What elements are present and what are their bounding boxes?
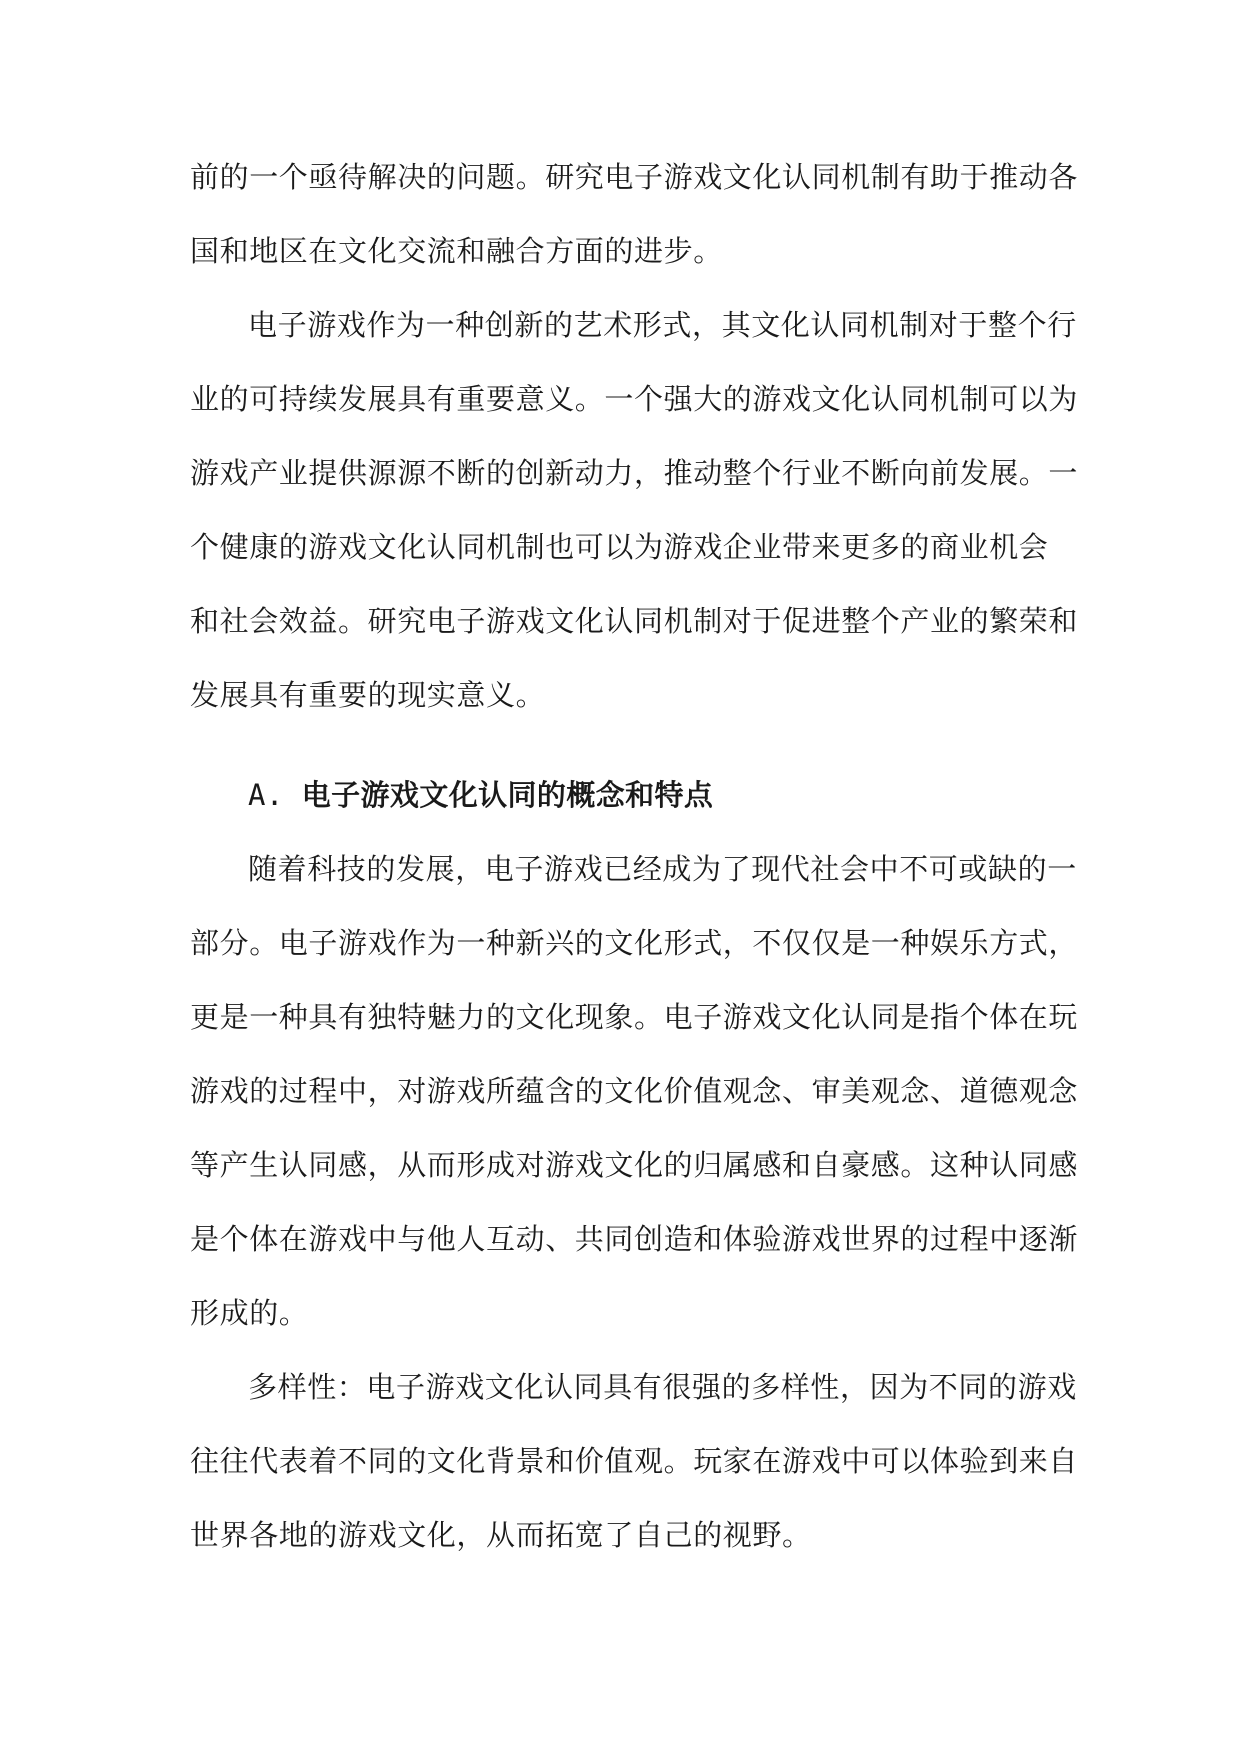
text-line: 国和地区在文化交流和融合方面的进步。 xyxy=(190,234,723,268)
text-line: 形成的。 xyxy=(190,1296,309,1330)
text-line: 游戏产业提供源源不断的创新动力，推动整个行业不断向前发展。一 xyxy=(190,456,1079,490)
text-line: 部分。电子游戏作为一种新兴的文化形式，不仅仅是一种娱乐方式， xyxy=(190,926,1079,960)
text-line: 更是一种具有独特魅力的文化现象。电子游戏文化认同是指个体在玩 xyxy=(190,1000,1079,1034)
text-line: 电子游戏作为一种创新的艺术形式，其文化认同机制对于整个行 xyxy=(248,308,1077,342)
paragraph-3 xyxy=(190,832,1079,1350)
paragraph-1 xyxy=(190,140,1079,288)
paragraph-2 xyxy=(190,288,1079,732)
text-line: 等产生认同感，从而形成对游戏文化的归属感和自豪感。这种认同感 xyxy=(190,1148,1079,1182)
text-line: 多样性：电子游戏文化认同具有很强的多样性，因为不同的游戏 xyxy=(248,1370,1077,1404)
section-spacer xyxy=(190,732,1060,758)
text-line: 随着科技的发展，电子游戏已经成为了现代社会中不可或缺的一 xyxy=(248,852,1077,886)
text-line: 和社会效益。研究电子游戏文化认同机制对于促进整个产业的繁荣和 xyxy=(190,604,1079,638)
text-line: 业的可持续发展具有重要意义。一个强大的游戏文化认同机制可以为 xyxy=(190,382,1079,416)
section-title: 电子游戏文化认同的概念和特点 xyxy=(301,778,714,812)
text-line: 是个体在游戏中与他人互动、共同创造和体验游戏世界的过程中逐渐 xyxy=(190,1222,1079,1256)
section-heading xyxy=(190,758,1060,832)
text-line: 往往代表着不同的文化背景和价值观。玩家在游戏中可以体验到来自 xyxy=(190,1444,1079,1478)
paragraph-4 xyxy=(190,1350,1079,1572)
text-line: 前的一个亟待解决的问题。研究电子游戏文化认同机制有助于推动各 xyxy=(190,160,1079,194)
text-line: 游戏的过程中，对游戏所蕴含的文化价值观念、审美观念、道德观念 xyxy=(190,1074,1079,1108)
text-line: 世界各地的游戏文化，从而拓宽了自己的视野。 xyxy=(190,1518,812,1552)
section-label: A. xyxy=(248,778,284,812)
text-line: 发展具有重要的现实意义。 xyxy=(190,678,546,712)
text-line: 个健康的游戏文化认同机制也可以为游戏企业带来更多的商业机会 xyxy=(190,530,1049,564)
document-page xyxy=(190,140,1079,1572)
